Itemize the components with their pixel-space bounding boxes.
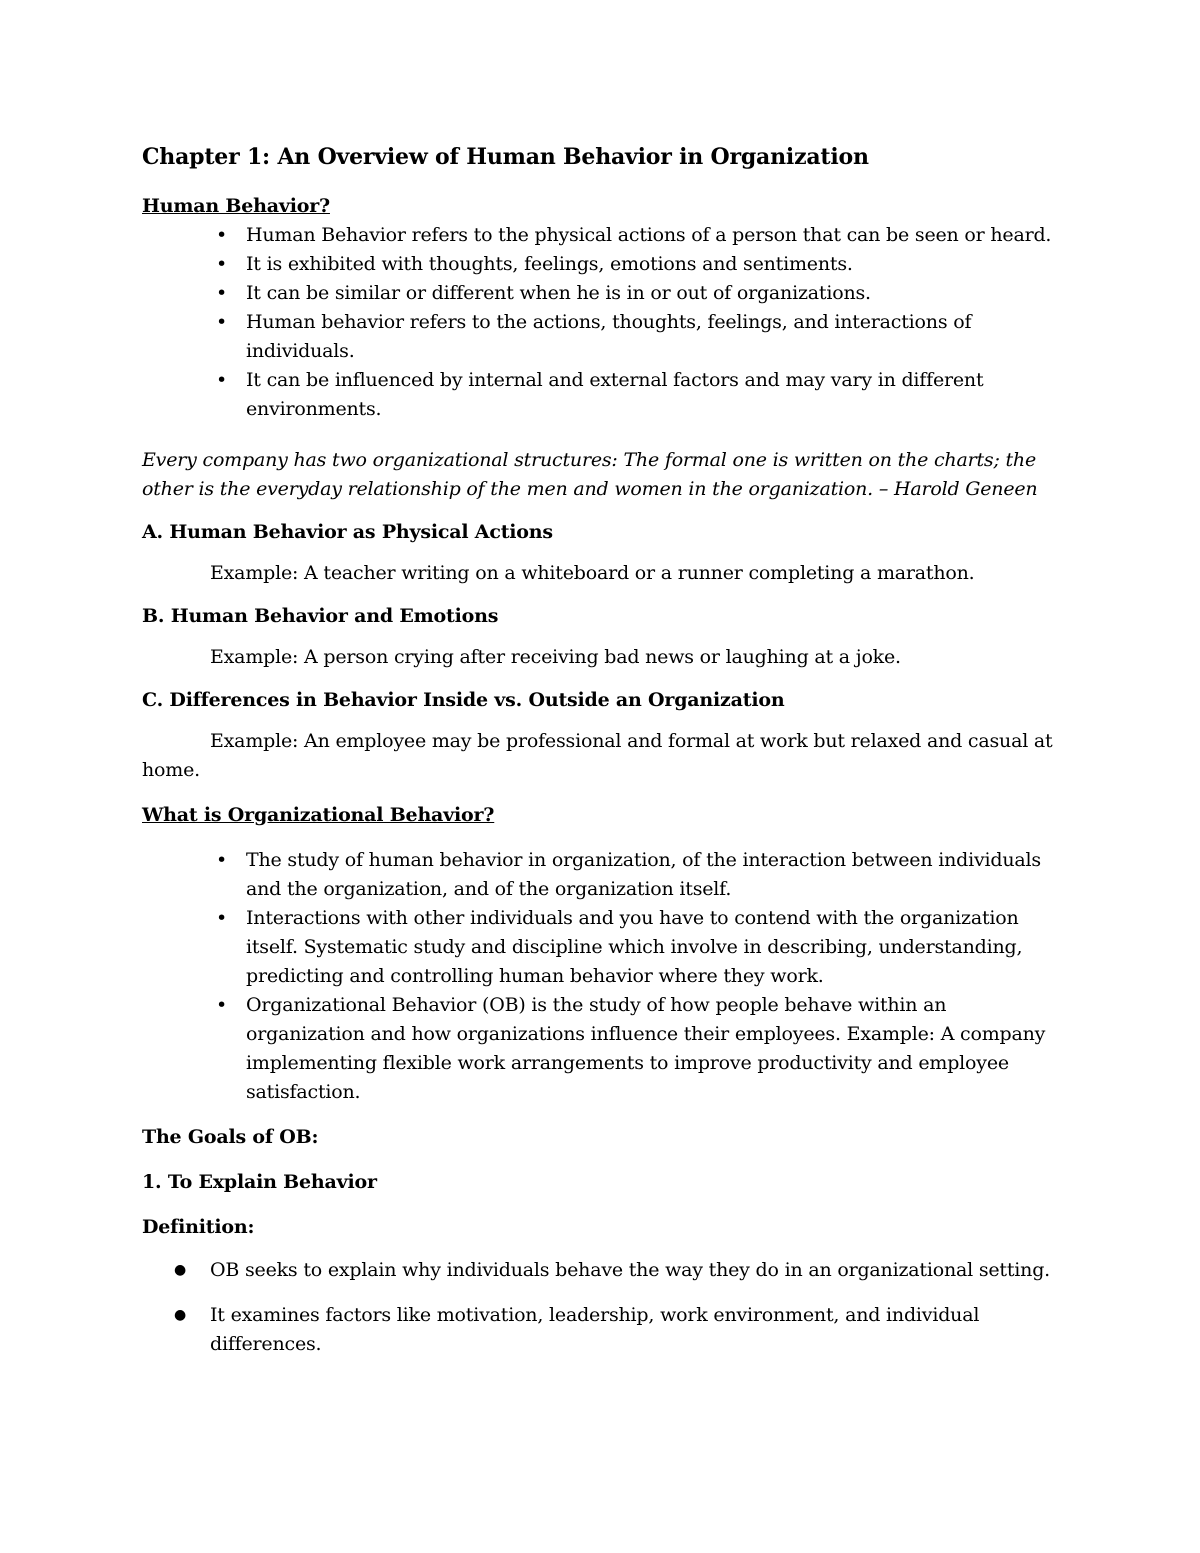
goals-list bbox=[142, 1256, 1057, 1359]
quote-text: Every company has two organizational structures: The formal one is written on the charts; the other is the everyday relationship of the men and women in the organization. – Harold Geneen bbox=[142, 449, 1038, 500]
human-behavior-list bbox=[142, 221, 1057, 424]
list-item: • It can be influenced by internal and external factors and may vary in different environments. bbox=[246, 366, 1057, 424]
list-item: ● OB seeks to explain why individuals behave the way they do in an organizational setting. bbox=[210, 1256, 1057, 1285]
bullet-icon: • bbox=[216, 253, 228, 275]
list-item: ● It examines factors like motivation, leadership, work environment, and individual differences. bbox=[210, 1301, 1057, 1359]
bullet-icon: • bbox=[216, 369, 228, 391]
example-b: Example: A person crying after receiving bad news or laughing at a joke. bbox=[210, 646, 901, 668]
definition-label: Definition: bbox=[142, 1216, 255, 1238]
example-a: Example: A teacher writing on a whiteboard or a runner completing a marathon. bbox=[210, 562, 975, 584]
bullet-icon: • bbox=[216, 224, 228, 246]
section-heading-a: A. Human Behavior as Physical Actions bbox=[142, 521, 553, 543]
bullet-icon: ● bbox=[174, 1262, 187, 1278]
list-item: • It is exhibited with thoughts, feelings, emotions and sentiments. bbox=[246, 250, 1057, 279]
bullet-icon: • bbox=[216, 994, 228, 1016]
bullet-icon: • bbox=[216, 907, 228, 929]
chapter-title: Chapter 1: An Overview of Human Behavior in Organization bbox=[142, 144, 869, 170]
ob-heading: What is Organizational Behavior? bbox=[142, 804, 495, 826]
section-heading-c: C. Differences in Behavior Inside vs. Outside an Organization bbox=[142, 689, 785, 711]
list-item: • Organizational Behavior (OB) is the study of how people behave within an organization and how organizations influence their employees. Example: A company implementing flexible work arrangements to improve productivity and employee satisfaction. bbox=[246, 991, 1057, 1107]
goal-1-heading: 1. To Explain Behavior bbox=[142, 1171, 377, 1193]
list-item: • Human behavior refers to the actions, thoughts, feelings, and interactions of individuals. bbox=[246, 308, 1057, 366]
bullet-icon: • bbox=[216, 282, 228, 304]
list-item: • Interactions with other individuals and you have to contend with the organization itself. Systematic study and discipline which involve in describing, understanding, predicting and controlling human behavior where they work. bbox=[246, 904, 1057, 991]
bullet-icon: ● bbox=[174, 1307, 187, 1323]
section-heading-b: B. Human Behavior and Emotions bbox=[142, 605, 499, 627]
list-item: • It can be similar or different when he is in or out of organizations. bbox=[246, 279, 1057, 308]
human-behavior-heading: Human Behavior? bbox=[142, 195, 330, 217]
goals-heading: The Goals of OB: bbox=[142, 1126, 319, 1148]
list-item: • Human Behavior refers to the physical actions of a person that can be seen or heard. bbox=[246, 221, 1057, 250]
ob-list bbox=[142, 846, 1057, 1107]
example-c: Example: An employee may be professional and formal at work but relaxed and casual at home. bbox=[142, 730, 1053, 781]
bullet-icon: • bbox=[216, 849, 228, 871]
document-body bbox=[142, 142, 1057, 1359]
bullet-icon: • bbox=[216, 311, 228, 333]
list-item: • The study of human behavior in organization, of the interaction between individuals and the organization, and of the organization itself. bbox=[246, 846, 1057, 904]
